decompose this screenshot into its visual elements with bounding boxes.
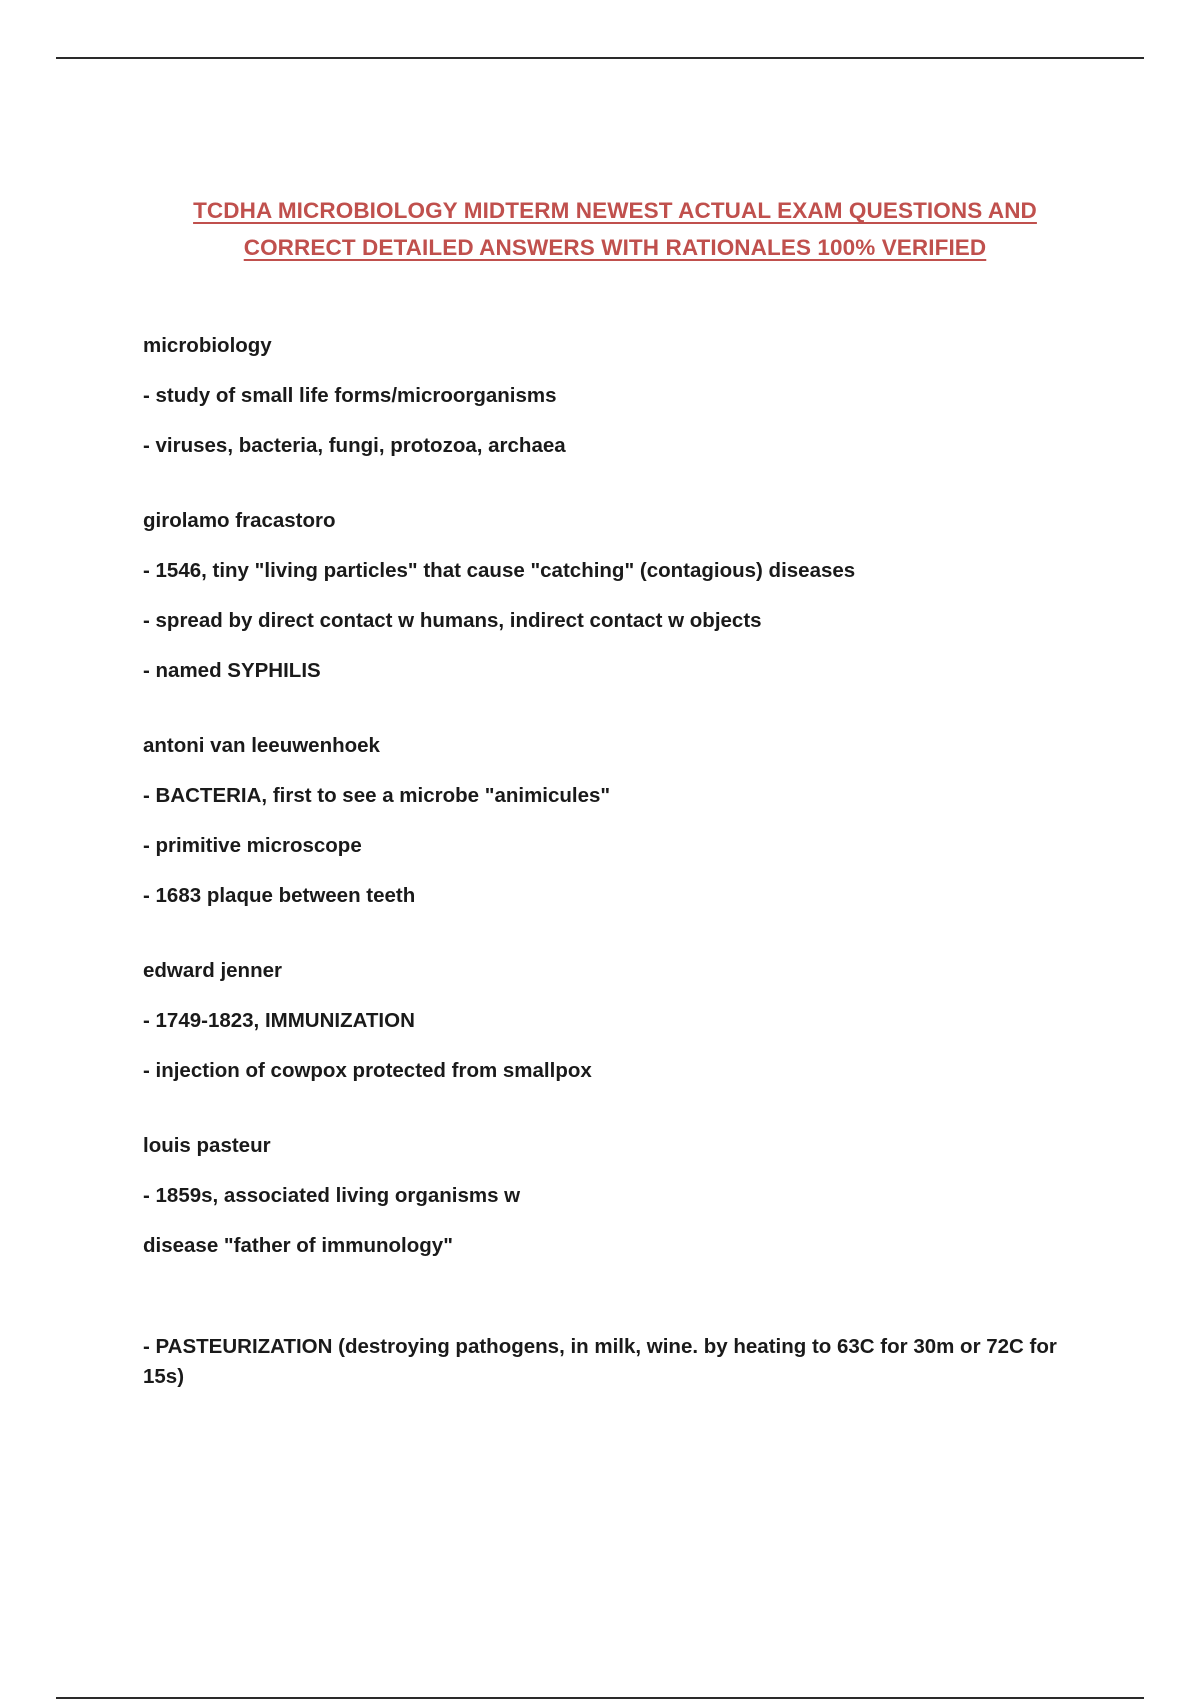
entry-line: - primitive microscope (143, 834, 362, 857)
bottom-divider (56, 1697, 1144, 1699)
entry-line: - 1683 plaque between teeth (143, 884, 416, 907)
title-line-1: TCDHA MICROBIOLOGY MIDTERM NEWEST ACTUAL EXAM QUESTIONS AND (193, 198, 1037, 223)
top-divider (56, 57, 1144, 59)
entry-microbiology (143, 333, 1093, 459)
entry-line-pasteurization: - PASTEURIZATION (destroying pathogens, in milk, wine. by heating to 63C for 30m or 72C for 15s) (143, 1335, 1057, 1388)
entry-term: edward jenner (143, 959, 282, 982)
entry-line: - named SYPHILIS (143, 659, 321, 682)
document-title (130, 192, 1100, 266)
document-body (143, 333, 1093, 1441)
entry-line: - 1859s, associated living organisms w (143, 1184, 521, 1207)
entry-edward-jenner (143, 958, 1093, 1084)
entry-louis-pasteur (143, 1133, 1093, 1392)
entry-term: microbiology (143, 334, 272, 357)
entry-term: louis pasteur (143, 1134, 271, 1157)
entry-line: - viruses, bacteria, fungi, protozoa, archaea (143, 434, 566, 457)
entry-girolamo-fracastoro (143, 508, 1093, 684)
entry-term: antoni van leeuwenhoek (143, 734, 380, 757)
entry-term: girolamo fracastoro (143, 509, 336, 532)
entry-line: - BACTERIA, first to see a microbe "animicules" (143, 784, 611, 807)
entry-line: - spread by direct contact w humans, indirect contact w objects (143, 609, 762, 632)
title-line-2: CORRECT DETAILED ANSWERS WITH RATIONALES 100% VERIFIED (243, 235, 987, 260)
entry-antoni-van-leeuwenhoek (143, 733, 1093, 909)
entry-line: - study of small life forms/microorganisms (143, 384, 557, 407)
entry-line: - 1546, tiny "living particles" that cause "catching" (contagious) diseases (143, 559, 856, 582)
entry-line: - 1749-1823, IMMUNIZATION (143, 1009, 415, 1032)
entry-line: disease "father of immunology" (143, 1234, 453, 1257)
entry-line: - injection of cowpox protected from smallpox (143, 1059, 592, 1082)
